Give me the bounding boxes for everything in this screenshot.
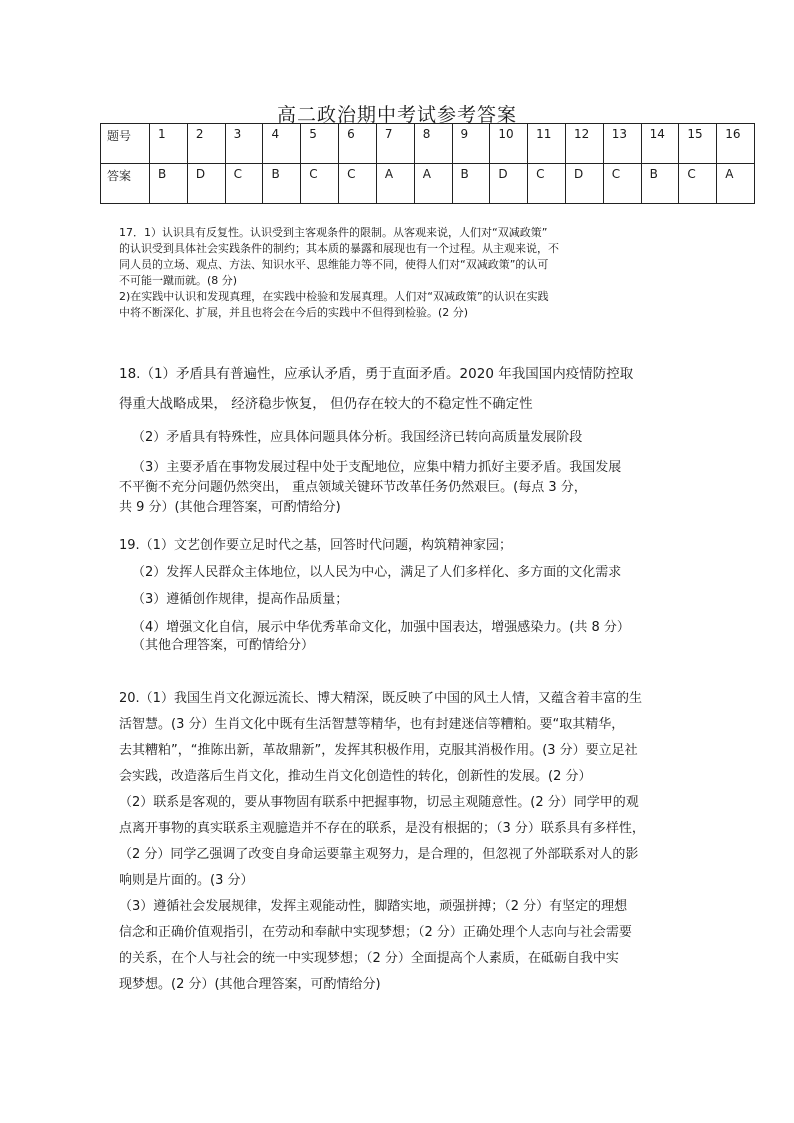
question-number-cell: 1 bbox=[150, 124, 188, 164]
text-line: 的关系，在个人与社会的统一中实现梦想；（2 分）全面提高个人素质，在砥砺自我中实 bbox=[119, 951, 619, 966]
text-line: （3）遵循社会发展规律，发挥主观能动性，脚踏实地，顽强拼搏；（2 分）有坚定的理想 bbox=[119, 899, 628, 914]
text-line: 响则是片面的。(3 分） bbox=[119, 873, 254, 888]
answer-row bbox=[101, 164, 755, 204]
row-label-question-number: 题号 bbox=[101, 124, 150, 164]
question-number-row bbox=[101, 124, 755, 164]
question-19-note: （其他合理答案，可酌情给分） bbox=[132, 638, 315, 653]
text-line: （2 分）同学乙强调了改变自身命运要靠主观努力，是合理的，但忽视了外部联系对人的影 bbox=[119, 847, 639, 862]
text-line: 点离开事物的真实联系主观臆造并不存在的联系，是没有根据的；（3 分）联系具有多样性， bbox=[119, 821, 645, 836]
answer-cell: B bbox=[452, 164, 490, 204]
answer-cell: A bbox=[717, 164, 755, 204]
question-19-part4: （4）增强文化自信，展示中华优秀革命文化，加强中国表达，增强感染力。(共 8 分） bbox=[132, 620, 630, 635]
question-number-cell: 5 bbox=[301, 124, 339, 164]
question-number-cell: 4 bbox=[263, 124, 301, 164]
text-line: 现梦想。(2 分）(其他合理答案，可酌情给分) bbox=[119, 977, 381, 992]
question-number-cell: 6 bbox=[339, 124, 377, 164]
answer-cell: B bbox=[641, 164, 679, 204]
question-18-part1-line2: 得重大战略成果， 经济稳步恢复， 但仍存在较大的不稳定性不确定性 bbox=[119, 396, 533, 412]
text-line: （2）联系是客观的，要从事物固有联系中把握事物，切忌主观随意性。(2 分）同学甲的观 bbox=[119, 795, 639, 810]
answer-cell: B bbox=[150, 164, 188, 204]
answer-cell: B bbox=[263, 164, 301, 204]
answer-cell: A bbox=[414, 164, 452, 204]
question-number-cell: 2 bbox=[187, 124, 225, 164]
question-18-part3 bbox=[119, 458, 622, 518]
question-number-cell: 10 bbox=[490, 124, 528, 164]
text-line: 去其糟粕”，“推陈出新，革故鼎新”，发挥其积极作用，克服其消极作用。(3 分）要立足社 bbox=[119, 743, 638, 758]
question-number-cell: 15 bbox=[679, 124, 717, 164]
question-19-part1: 19.（1）文艺创作要立足时代之基，回答时代问题，构筑精神家园； bbox=[119, 538, 512, 553]
question-number-cell: 11 bbox=[528, 124, 566, 164]
text-line: 不平衡不充分问题仍然突出， 重点领域关键环节改革任务仍然艰巨。(每点 3 分， bbox=[119, 480, 587, 495]
question-18-part1-line1: 18.（1）矛盾具有普遍性，应承认矛盾，勇于直面矛盾。2020 年我国国内疫情防控取 bbox=[119, 366, 634, 382]
text-line: （3）主要矛盾在事物发展过程中处于支配地位，应集中精力抓好主要矛盾。我国发展 bbox=[132, 460, 622, 475]
question-number-cell: 9 bbox=[452, 124, 490, 164]
answer-cell: C bbox=[225, 164, 263, 204]
answer-cell: C bbox=[301, 164, 339, 204]
answer-cell: C bbox=[339, 164, 377, 204]
page-title: 高二政治期中考试参考答案 bbox=[276, 104, 517, 126]
question-number-cell: 3 bbox=[225, 124, 263, 164]
text-line: 中将不断深化、扩展，并且也将会在今后的实践中不但得到检验。(2 分) bbox=[119, 306, 469, 319]
text-line: 共 9 分）(其他合理答案，可酌情给分) bbox=[119, 500, 341, 515]
text-line: 20.（1）我国生肖文化源远流长、博大精深，既反映了中国的风土人情，又蕴含着丰富的生 bbox=[119, 691, 642, 706]
text-line: 信念和正确价值观指引，在劳动和奉献中实现梦想；（2 分）正确处理个人志向与社会需要 bbox=[119, 925, 632, 940]
question-number-cell: 12 bbox=[565, 124, 603, 164]
answer-cell: D bbox=[565, 164, 603, 204]
answer-cell: D bbox=[187, 164, 225, 204]
text-line: 的认识受到具体社会实践条件的制约；其本质的暴露和展现也有一个过程。从主观来说，不 bbox=[119, 242, 559, 255]
text-line: 同人员的立场、观点、方法、知识水平、思维能力等不同，使得人们对“双减政策”的认可 bbox=[119, 258, 549, 271]
question-18-part2: （2）矛盾具有特殊性，应具体问题具体分析。我国经济已转向高质量发展阶段 bbox=[132, 430, 583, 445]
answer-cell: A bbox=[376, 164, 414, 204]
answer-table bbox=[100, 123, 755, 204]
question-20-answer bbox=[119, 686, 645, 998]
question-19-part3: （3）遵循创作规律，提高作品质量； bbox=[132, 592, 349, 607]
question-17-answer bbox=[119, 225, 559, 321]
text-line: 会实践，改造落后生肖文化，推动生肖文化创造性的转化，创新性的发展。(2 分） bbox=[119, 769, 592, 784]
row-label-answer: 答案 bbox=[101, 164, 150, 204]
question-number-cell: 14 bbox=[641, 124, 679, 164]
answer-cell: C bbox=[679, 164, 717, 204]
text-line: 不可能一蹴而就。(8 分) bbox=[119, 274, 238, 287]
answer-cell: C bbox=[603, 164, 641, 204]
text-line: 活智慧。(3 分）生肖文化中既有生活智慧等精华，也有封建迷信等糟粕。要“取其精华， bbox=[119, 717, 625, 732]
question-number-cell: 7 bbox=[376, 124, 414, 164]
question-number-cell: 8 bbox=[414, 124, 452, 164]
text-line: 17．1）认识具有反复性。认识受到主客观条件的限制。从客观来说，人们对“双减政策” bbox=[119, 226, 548, 239]
answer-cell: D bbox=[490, 164, 528, 204]
text-line: 2)在实践中认识和发现真理，在实践中检验和发展真理。人们对“双减政策”的认识在实践 bbox=[119, 290, 549, 303]
question-number-cell: 13 bbox=[603, 124, 641, 164]
question-19-part2: （2）发挥人民群众主体地位，以人民为中心，满足了人们多样化、多方面的文化需求 bbox=[132, 565, 622, 580]
answer-cell: C bbox=[528, 164, 566, 204]
question-number-cell: 16 bbox=[717, 124, 755, 164]
